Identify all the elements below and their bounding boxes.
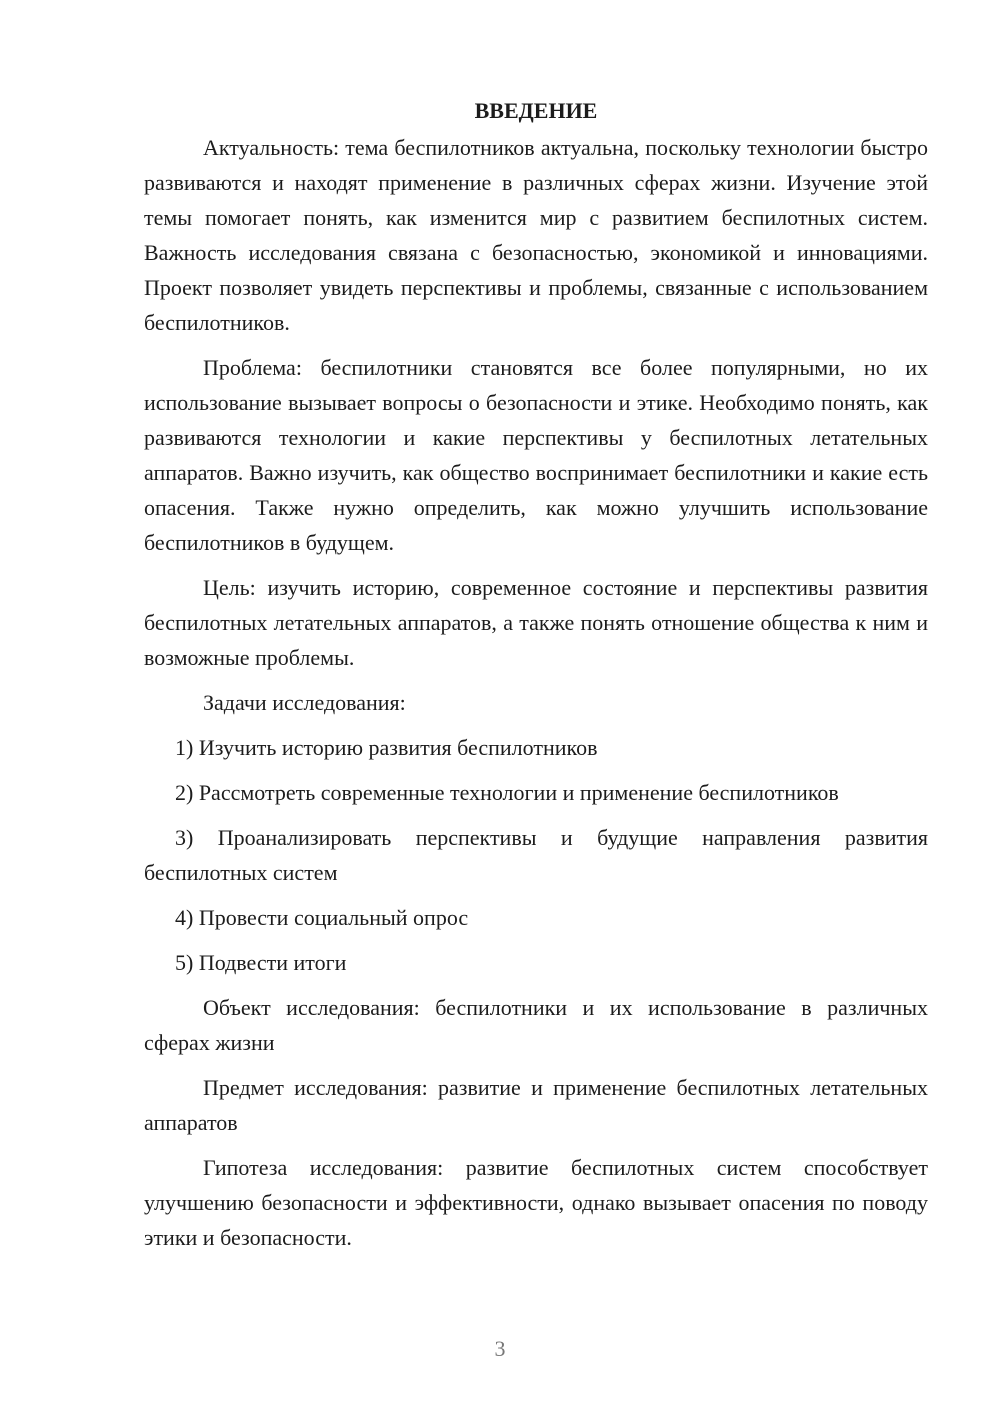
page-title: ВВЕДЕНИЕ xyxy=(474,98,598,123)
paragraph-relevance: Актуальность: тема беспилотников актуальна, поскольку технологии быстро развиваются и находят применение в различных сферах жизни. Изучение этой темы помогает понять, как изменится мир с развитием беспилотных систем. Важность исследования связана с безопасностью, экономикой и инновациями. Проект позволяет увидеть перспективы и проблемы, связанные с использованием беспилотников. xyxy=(144,135,928,335)
task-item-3: 3) Проанализировать перспективы и будущие направления развития беспилотных систем xyxy=(144,825,928,885)
page-content xyxy=(144,96,928,1255)
task-item-2: 2) Рассмотреть современные технологии и применение беспилотников xyxy=(175,780,839,805)
page-number: 3 xyxy=(494,1336,506,1361)
paragraph-hypothesis: Гипотеза исследования: развитие беспилотных систем способствует улучшению безопасности и эффективности, однако вызывает опасения по поводу этики и безопасности. xyxy=(144,1155,928,1250)
task-item-1: 1) Изучить историю развития беспилотников xyxy=(175,735,598,760)
paragraph-problem: Проблема: беспилотники становятся все более популярными, но их использование вызывает вопросы о безопасности и этике. Необходимо понять, как развиваются технологии и какие перспективы у беспилотных летательных аппаратов. Важно изучить, как общество воспринимает беспилотники и какие есть опасения. Также нужно определить, как можно улучшить использование беспилотников в будущем. xyxy=(144,355,928,555)
paragraph-object: Объект исследования: беспилотники и их использование в различных сферах жизни xyxy=(144,995,928,1055)
paragraph-goal: Цель: изучить историю, современное состояние и перспективы развития беспилотных летательных аппаратов, а также понять отношение общества к ним и возможные проблемы. xyxy=(144,575,928,670)
paragraph-tasks-heading: Задачи исследования: xyxy=(203,690,406,715)
task-item-4: 4) Провести социальный опрос xyxy=(175,905,469,930)
paragraph-subject: Предмет исследования: развитие и применение беспилотных летательных аппаратов xyxy=(144,1075,928,1135)
task-item-5: 5) Подвести итоги xyxy=(175,950,347,975)
